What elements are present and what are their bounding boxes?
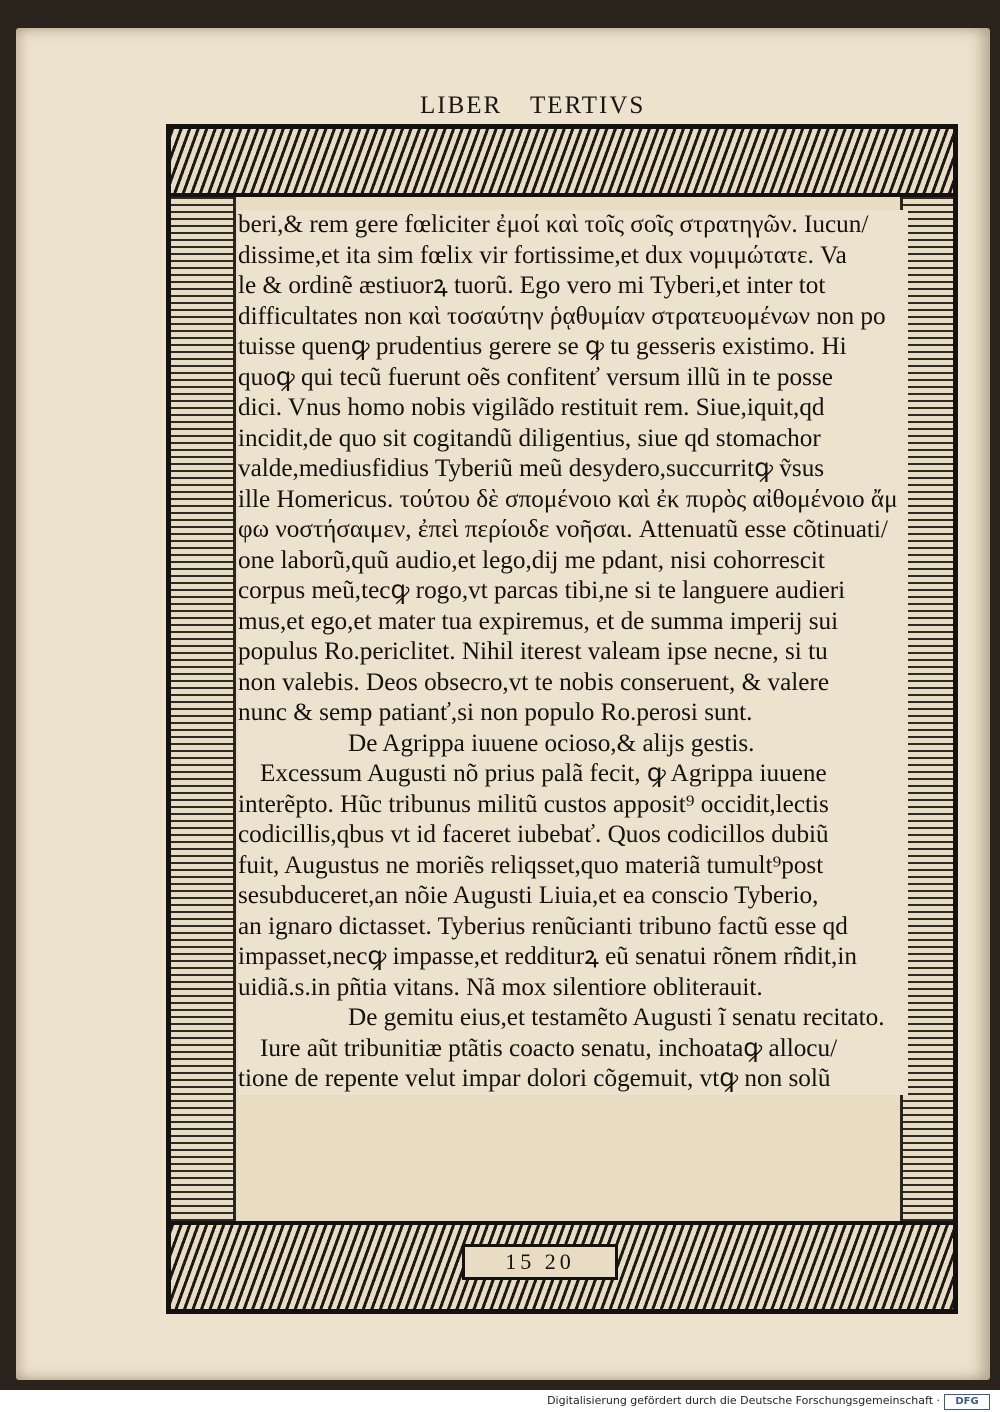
text-line: corpus meũ,tecꝙ rogo,vt parcas tibi,ne si te languere audieri	[238, 577, 846, 604]
date-cartouche: 15 20	[462, 1244, 618, 1280]
text-line: tione de repente velut impar dolori cõgemuit, vtꝙ non solũ	[238, 1065, 831, 1092]
running-head-word-2: TERTIVS	[530, 92, 646, 119]
text-line: fuit, Augustus ne moriẽs reliqsset,quo materiã tumult⁹post	[238, 851, 824, 879]
text-line: uidiã.s.in pñtia vitans. Nã mox silentiore obliterauit.	[238, 973, 763, 1001]
dfg-logo-icon: DFG	[944, 1394, 990, 1410]
text-line: valde,mediusfidius Tyberiũ meũ desydero,succurritꝙ ṽsus	[238, 455, 825, 482]
top-ornament-band	[171, 129, 953, 197]
left-pillar-ornament	[171, 197, 236, 1221]
text-line: codicillis,qbus vt id faceret iubebať. Quos codicillos dubiũ	[238, 821, 829, 848]
text-line: Excessum Augusti nõ prius palã fecit, ꝙ Agrippa iuuene	[260, 760, 827, 787]
text-line: le & ordinẽ æstiuorꝝ tuorũ. Ego vero mi Tyberi,et inter tot	[238, 272, 826, 299]
text-line: mus,et ego,et mater tua expiremus, et de summa imperij sui	[238, 607, 839, 635]
text-line: nunc & semp patianť,si non populo Ro.perosi sunt.	[238, 699, 753, 726]
text-block	[238, 210, 908, 1095]
text-line: beri,& rem gere fœliciter ἐμοί καὶ τοῖς σοῖς στρατηγῶν. Iucun/	[238, 211, 869, 238]
running-head-word-1: LIBER	[420, 92, 503, 119]
text-line: an ignaro dictasset. Tyberius renũcianti tribuno factũ esse qd	[238, 912, 848, 940]
text-line: dici. Vnus homo nobis vigilãdo restituit rem. Siue,iquit,qd	[238, 394, 825, 421]
text-line: populus Ro.periclitet. Nihil iterest valeam ipse necne, si tu	[238, 638, 828, 665]
text-line: dissime,et ita sim fœlix vir fortissime,et dux νομιμώτατε. Va	[238, 241, 847, 269]
text-line: one laborũ,quũ audio,et lego,dij me pdant, nisi cohorrescit	[238, 546, 825, 574]
running-head	[420, 92, 740, 120]
text-line: quoꝙ qui tecũ fuerunt oẽs confitenť versum illũ in te posse	[238, 363, 833, 391]
text-line: non valebis. Deos obsecro,vt te nobis conseruent, & valere	[238, 668, 830, 696]
text-line: incidit,de quo sit cogitandũ diligentius, siue qd stomachor	[238, 424, 821, 452]
text-line: φω νοστήσαιμεν, ἐπεὶ περίοιδε νοῆσαι. Attenuatũ esse cõtinuati/	[238, 516, 888, 543]
text-line: interẽpto. Hũc tribunus militũ custos apposit⁹ occidit,lectis	[238, 790, 829, 818]
section-heading: De gemitu eius,et testamẽto Augusti ĩ senatu recitato.	[348, 1004, 885, 1031]
text-line: ille Homericus. τούτου δὲ σπομένοιο καὶ ἐκ πυρὸς αἰθομένοιο ἄμ	[238, 485, 898, 513]
section-heading: De Agrippa iuuene ocioso,& alijs gestis.	[348, 729, 755, 757]
text-line: impasset,necꝙ impasse,et redditurꝝ eũ senatui rõnem rñdit,in	[238, 943, 857, 970]
text-line: difficultates non καὶ τοσαύτην ῥᾳθυμίαν στρατευομένων non po	[238, 302, 886, 330]
text-line: sesubduceret,an nõie Augusti Liuia,et ea conscio Tyberio,	[238, 882, 819, 909]
text-line: tuisse quenꝙ prudentius gerere se ꝙ tu gesseris existimo. Hi	[238, 333, 847, 360]
text-line: Iure aũt tribunitiæ ptãtis coacto senatu, inchoataꝙ allocu/	[260, 1034, 838, 1062]
digitization-credit: Digitalisierung gefördert durch die Deutsche Forschungsgemeinschaft ·	[547, 1394, 940, 1407]
